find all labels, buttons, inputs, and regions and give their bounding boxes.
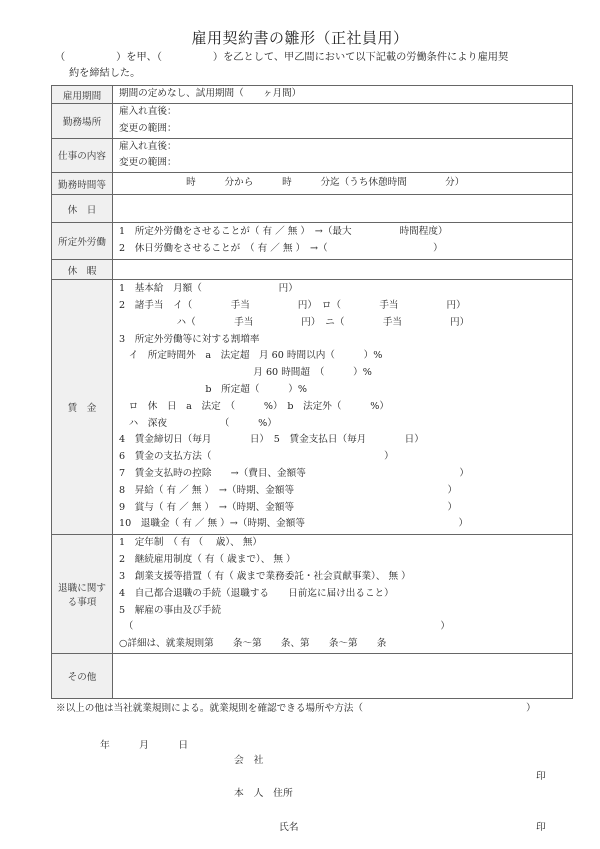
place-line: 雇入れ直後： (119, 106, 177, 117)
value-retire[interactable] (113, 535, 573, 654)
hours-line: 時 分から 時 分迄（うち休憩時間 分） (119, 177, 465, 189)
value-hours[interactable] (113, 173, 573, 195)
document-title: 雇用契約書の雛形（正社員用） (191, 29, 409, 47)
job-line: 変更の範囲： (119, 157, 177, 169)
label-other: その他 (52, 654, 113, 699)
value-job[interactable] (113, 138, 573, 173)
retire-line: 5 解雇の事由及び手続 (119, 604, 222, 616)
intro-line-1: （ ）を甲、（ ）を乙として、甲乙間において以下記載の労働条件により雇用契 (55, 52, 509, 63)
label-period: 雇用期間 (52, 86, 113, 104)
retire-line: （ ） (119, 621, 450, 633)
label-place: 勤務場所 (52, 104, 113, 139)
date-line: 年 月 日 (100, 740, 189, 751)
retire-line: 1 定年制 （ 有 （ 歳）、 無） (119, 537, 263, 549)
row-retire (52, 535, 573, 654)
wage-line: 6 賃金の支払方法（ ） (119, 451, 394, 463)
wage-line: 9 賞与（ 有 ／ 無 ） →（時期、金額等 ） (119, 501, 458, 513)
row-leave (52, 260, 573, 280)
retire-line: 2 継続雇用制度（ 有（ 歳まで）、 無 ） (119, 554, 296, 566)
label-job: 仕事の内容 (52, 138, 113, 173)
value-holiday[interactable] (113, 195, 573, 223)
label-wage: 賃 金 (52, 280, 113, 535)
row-job (52, 138, 573, 173)
wage-line: 1 基本給 月額（ 円） (119, 283, 298, 295)
value-period[interactable] (113, 86, 573, 104)
wage-line: 8 昇給（ 有 ／ 無 ） →（時期、金額等 ） (119, 484, 458, 496)
job-line: 雇入れ直後： (119, 140, 177, 152)
period-line: 期間の定めなし、試用期間（ ヶ月間） (119, 88, 302, 100)
footnote: ※以上の他は当社就業規則による。就業規則を確認できる場所や方法（ ） (56, 703, 536, 714)
person-name-label: 氏名 (279, 822, 299, 833)
row-place (52, 104, 573, 139)
value-overtime[interactable] (113, 223, 573, 260)
company-label: 会 社 (234, 755, 264, 766)
value-wage[interactable] (113, 280, 573, 535)
wage-line: ハ（ 手当 円） ニ（ 手当 円） (119, 316, 470, 328)
row-wage (52, 280, 573, 535)
row-other (52, 654, 573, 699)
intro-paragraph (55, 50, 575, 82)
wage-line: イ 所定時間外 a 法定超 月 60 時間以内（ ）% (119, 350, 383, 362)
retire-line: 4 自己都合退職の手続（退職する 日前迄に届け出ること） (119, 587, 394, 599)
wage-line: 3 所定外労働等に対する割増率 (119, 333, 260, 345)
value-other[interactable] (113, 654, 573, 699)
wage-line: b 所定超（ ）% (119, 383, 307, 395)
wage-line: 10 退職金（ 有 ／ 無 ）→（時期、金額等 ） (119, 518, 469, 530)
company-seal: 印 (536, 771, 546, 782)
contract-table (51, 85, 573, 699)
wage-line: ロ 休 日 a 法定 （ %） b 法定外（ %） (119, 400, 389, 412)
retire-line: ○詳細は、就業規則第 条～第 条、第 条～第 条 (119, 638, 387, 650)
person-address-label: 本 人 住所 (234, 788, 293, 799)
row-period (52, 86, 573, 104)
value-place[interactable] (113, 104, 573, 139)
label-leave: 休 暇 (52, 260, 113, 280)
value-leave[interactable] (113, 260, 573, 280)
place-line: 変更の範囲： (119, 122, 177, 134)
row-holiday (52, 195, 573, 223)
overtime-line: 1 所定外労働をさせることが（ 有 ／ 無 ） →（最大 時間程度） (119, 226, 448, 238)
label-overtime: 所定外労働 (52, 223, 113, 260)
wage-line: 2 諸手当 イ（ 手当 円） ロ（ 手当 円） (119, 300, 466, 311)
retire-line: 3 創業支援等措置（ 有（ 歳まで業務委託・社会貢献事業）、 無 ） (119, 570, 411, 582)
wage-line: ハ 深夜 （ %） (119, 417, 277, 429)
label-holiday: 休 日 (52, 195, 113, 223)
overtime-line: 2 休日労働をさせることが （ 有 ／ 無 ） →（ ） (119, 243, 443, 255)
row-overtime (52, 223, 573, 260)
wage-line: 月 60 時間超 （ ）% (119, 367, 372, 379)
wage-line: 7 賃金支払時の控除 →（費目、金額等 ） (119, 467, 469, 479)
row-hours (52, 173, 573, 195)
wage-line: 4 賃金締切日（毎月 日） 5 賃金支払日（毎月 日） (119, 434, 424, 446)
label-retire: 退職に関する事項 (52, 535, 113, 654)
person-seal: 印 (536, 822, 546, 833)
label-hours: 勤務時間等 (52, 173, 113, 195)
intro-line-2: 約を締結した。 (69, 68, 141, 79)
